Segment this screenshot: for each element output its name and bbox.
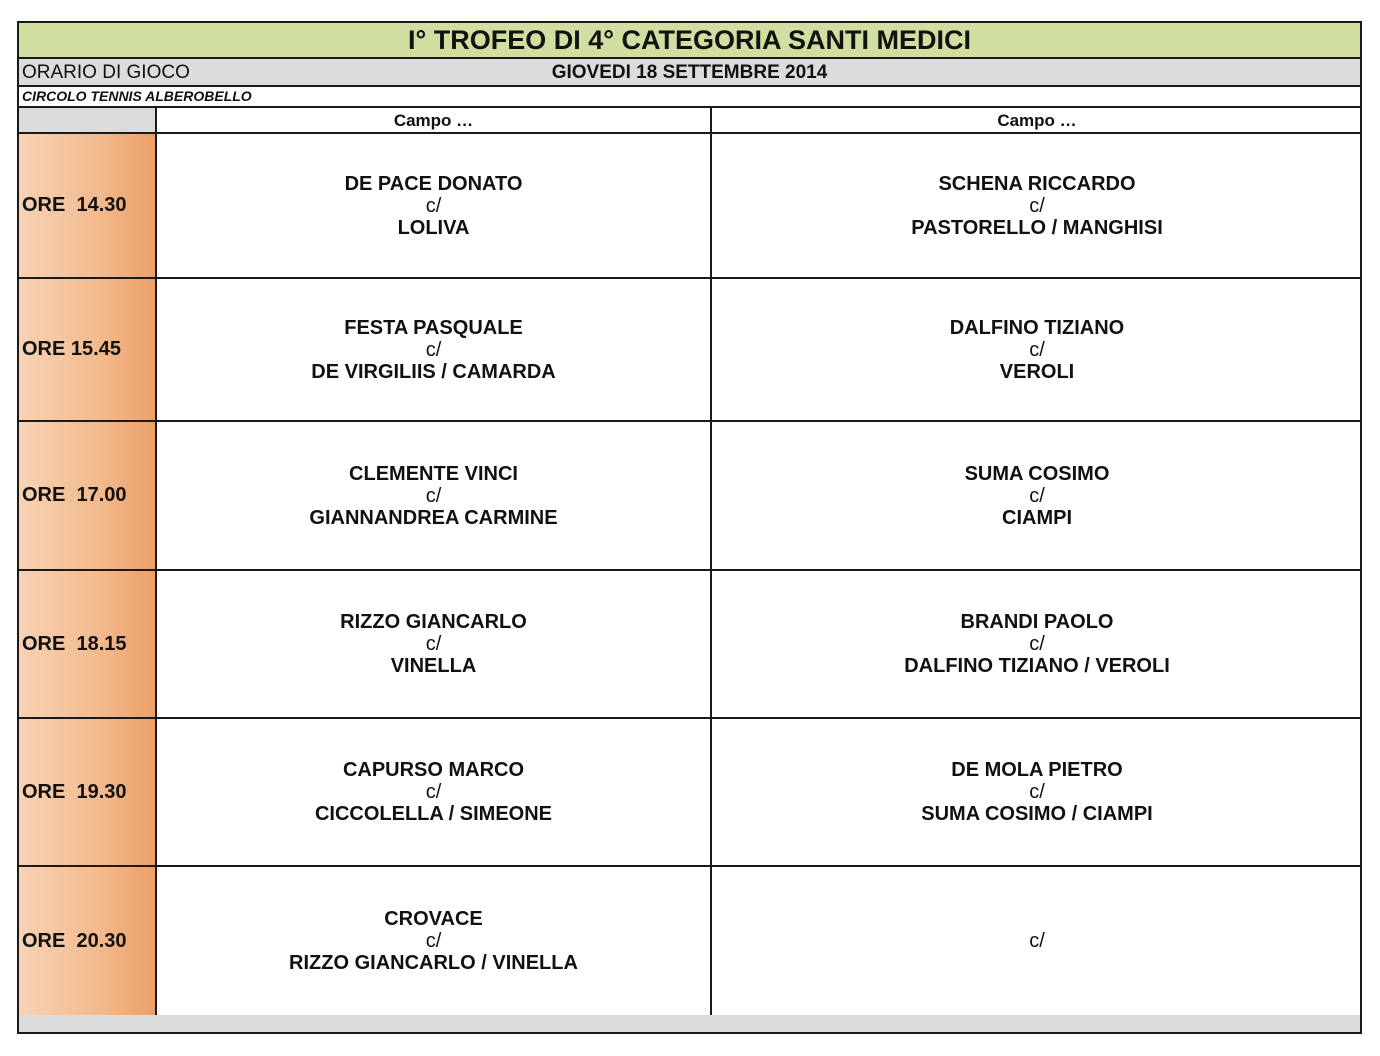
player-b: SUMA COSIMO / CIAMPI — [921, 803, 1153, 825]
versus-label: c/ — [1029, 484, 1045, 507]
match-court-1 — [157, 571, 712, 717]
player-b: RIZZO GIANCARLO / VINELLA — [289, 952, 578, 974]
match-court-2 — [712, 422, 1362, 569]
player-a: RIZZO GIANCARLO — [340, 611, 527, 633]
player-a: SCHENA RICCARDO — [938, 172, 1136, 195]
match-court-2 — [712, 719, 1362, 865]
player-a: CROVACE — [384, 908, 483, 930]
versus-label: c/ — [1029, 633, 1045, 655]
versus-label: c/ — [425, 338, 442, 361]
match-court-1 — [157, 134, 712, 277]
versus-label: c/ — [1029, 930, 1045, 952]
player-b: PASTORELLO / MANGHISI — [911, 216, 1163, 239]
player-b: DALFINO TIZIANO / VEROLI — [904, 655, 1170, 677]
schedule-row — [19, 571, 1360, 719]
versus-label: c/ — [425, 930, 442, 952]
court-1-header: Campo … — [157, 108, 712, 134]
schedule-row — [19, 867, 1360, 1017]
player-a: CLEMENTE VINCI — [349, 462, 518, 485]
versus-label: c/ — [425, 484, 442, 507]
player-b: GIANNANDREA CARMINE — [309, 506, 558, 529]
player-a: DALFINO TIZIANO — [949, 316, 1125, 339]
info-bar — [19, 59, 1360, 87]
versus-label: c/ — [1029, 781, 1045, 803]
player-b: VEROLI — [999, 360, 1075, 383]
versus-label: c/ — [425, 194, 442, 217]
schedule-row — [19, 422, 1360, 571]
player-b: VINELLA — [390, 655, 477, 677]
player-a: DE PACE DONATO — [344, 172, 523, 195]
time-slot: ORE 18.15 — [19, 571, 157, 717]
schedule-label: ORARIO DI GIOCO — [22, 62, 190, 83]
player-b: LOLIVA — [397, 216, 470, 239]
match-court-1 — [157, 719, 712, 865]
player-a: SUMA COSIMO — [964, 462, 1110, 485]
player-b: CICCOLELLA / SIMEONE — [314, 803, 553, 825]
court-2-header: Campo … — [712, 108, 1362, 134]
match-court-2 — [712, 134, 1362, 277]
player-a: CAPURSO MARCO — [342, 759, 525, 781]
player-b: DE VIRGILIIS / CAMARDA — [311, 360, 556, 383]
match-court-2 — [712, 571, 1362, 717]
schedule-row — [19, 279, 1360, 422]
versus-label: c/ — [425, 633, 442, 655]
page-title: I° TROFEO DI 4° CATEGORIA SANTI MEDICI — [19, 23, 1360, 59]
schedule-sheet — [17, 21, 1362, 1034]
versus-label: c/ — [1029, 194, 1045, 217]
versus-label: c/ — [1029, 338, 1045, 361]
player-a: DE MOLA PIETRO — [951, 759, 1123, 781]
time-slot: ORE 15.45 — [19, 279, 157, 420]
time-column-header — [19, 108, 157, 134]
player-b: CIAMPI — [1002, 506, 1072, 529]
schedule-row — [19, 134, 1360, 279]
match-court-2 — [712, 279, 1362, 420]
player-a: BRANDI PAOLO — [960, 611, 1114, 633]
time-slot: ORE 17.00 — [19, 422, 157, 569]
time-slot: ORE 19.30 — [19, 719, 157, 865]
versus-label: c/ — [425, 781, 442, 803]
time-slot: ORE 14.30 — [19, 134, 157, 277]
club-name: CIRCOLO TENNIS ALBEROBELLO — [19, 87, 1360, 108]
time-slot: ORE 20.30 — [19, 867, 157, 1015]
footer-bar — [19, 1015, 1360, 1032]
player-a: FESTA PASQUALE — [344, 316, 523, 339]
match-court-1 — [157, 867, 712, 1015]
match-court-1 — [157, 279, 712, 420]
match-court-2 — [712, 867, 1362, 1015]
schedule-date: GIOVEDI 18 SETTEMBRE 2014 — [551, 62, 828, 83]
schedule-row — [19, 719, 1360, 867]
match-court-1 — [157, 422, 712, 569]
